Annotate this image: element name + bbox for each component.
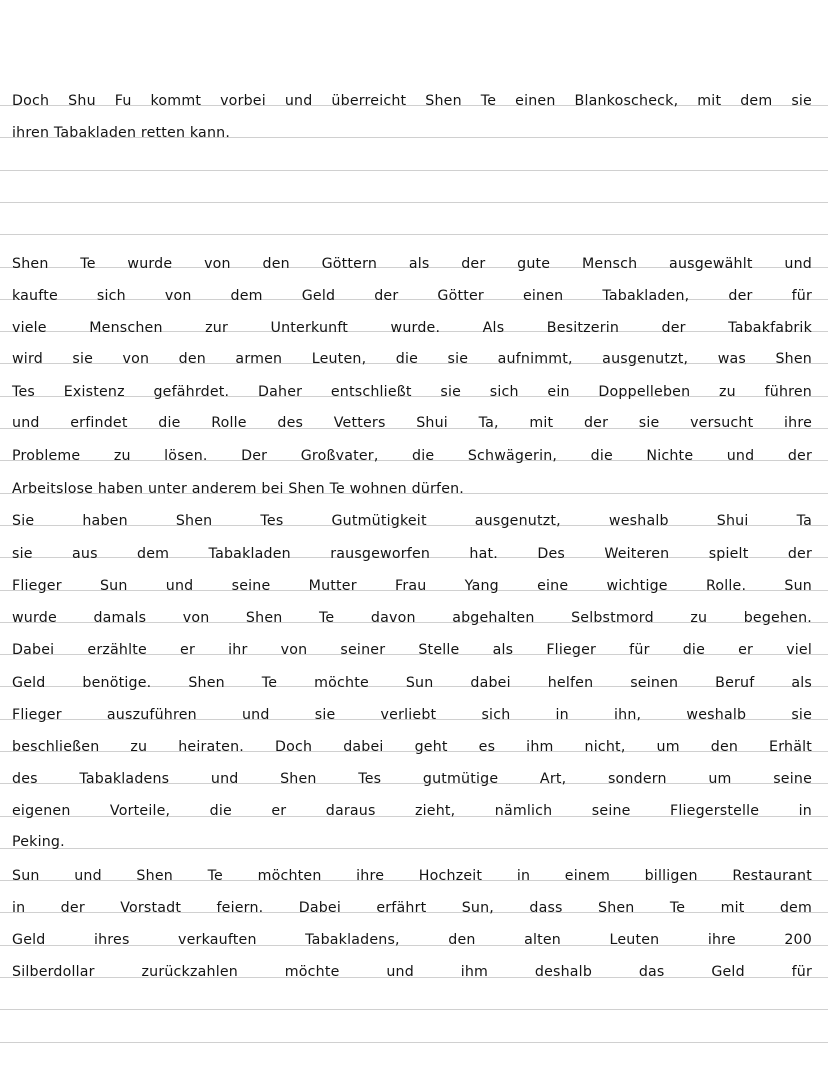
text-line: in der Vorstadt feiern. Dabei erfährt Sun, dass Shen Te mit dem <box>12 900 812 916</box>
text-line: wurde damals von Shen Te davon abgehalten Selbstmord zu begehen. <box>12 610 812 626</box>
text-line: Sie haben Shen Tes Gutmütigkeit ausgenutzt, weshalb Shui Ta <box>12 513 812 529</box>
ruled-line <box>0 170 828 171</box>
text-line: beschließen zu heiraten. Doch dabei geht es ihm nicht, um den Erhält <box>12 739 812 755</box>
text-line: sie aus dem Tabakladen rausgeworfen hat. Des Weiteren spielt der <box>12 546 812 562</box>
text-line: eigenen Vorteile, die er daraus zieht, nämlich seine Fliegerstelle in <box>12 803 812 819</box>
text-line: Sun und Shen Te möchten ihre Hochzeit in einem billigen Restaurant <box>12 868 812 884</box>
text-line: Doch Shu Fu kommt vorbei und überreicht Shen Te einen Blankoscheck, mit dem sie <box>12 93 812 109</box>
text-line: Silberdollar zurückzahlen möchte und ihm deshalb das Geld für <box>12 964 812 980</box>
ruled-line <box>0 1042 828 1043</box>
text-line: Shen Te wurde von den Göttern als der gute Mensch ausgewählt und <box>12 256 812 272</box>
text-line: Flieger auszuführen und sie verliebt sich in ihn, weshalb sie <box>12 707 812 723</box>
text-line: kaufte sich von dem Geld der Götter einen Tabakladen, der für <box>12 288 812 304</box>
text-line: und erfindet die Rolle des Vetters Shui Ta, mit der sie versucht ihre <box>12 415 812 431</box>
ruled-line <box>0 234 828 235</box>
text-line: Peking. <box>12 834 65 850</box>
text-line: Geld ihres verkauften Tabakladens, den alten Leuten ihre 200 <box>12 932 812 948</box>
text-line: Tes Existenz gefährdet. Daher entschließt sie sich ein Doppelleben zu führen <box>12 384 812 400</box>
text-line: wird sie von den armen Leuten, die sie aufnimmt, ausgenutzt, was Shen <box>12 351 812 367</box>
ruled-line <box>0 202 828 203</box>
text-line: ihren Tabakladen retten kann. <box>12 125 231 141</box>
text-line: Flieger Sun und seine Mutter Frau Yang eine wichtige Rolle. Sun <box>12 578 812 594</box>
text-line: Geld benötige. Shen Te möchte Sun dabei helfen seinen Beruf als <box>12 675 812 691</box>
text-line: Dabei erzählte er ihr von seiner Stelle als Flieger für die er viel <box>12 642 812 658</box>
text-line: des Tabakladens und Shen Tes gutmütige Art, sondern um seine <box>12 771 812 787</box>
ruled-line <box>0 1009 828 1010</box>
text-line: Probleme zu lösen. Der Großvater, die Schwägerin, die Nichte und der <box>12 448 812 464</box>
text-line: viele Menschen zur Unterkunft wurde. Als Besitzerin der Tabakfabrik <box>12 320 812 336</box>
text-line: Arbeitslose haben unter anderem bei Shen Te wohnen dürfen. <box>12 481 465 497</box>
